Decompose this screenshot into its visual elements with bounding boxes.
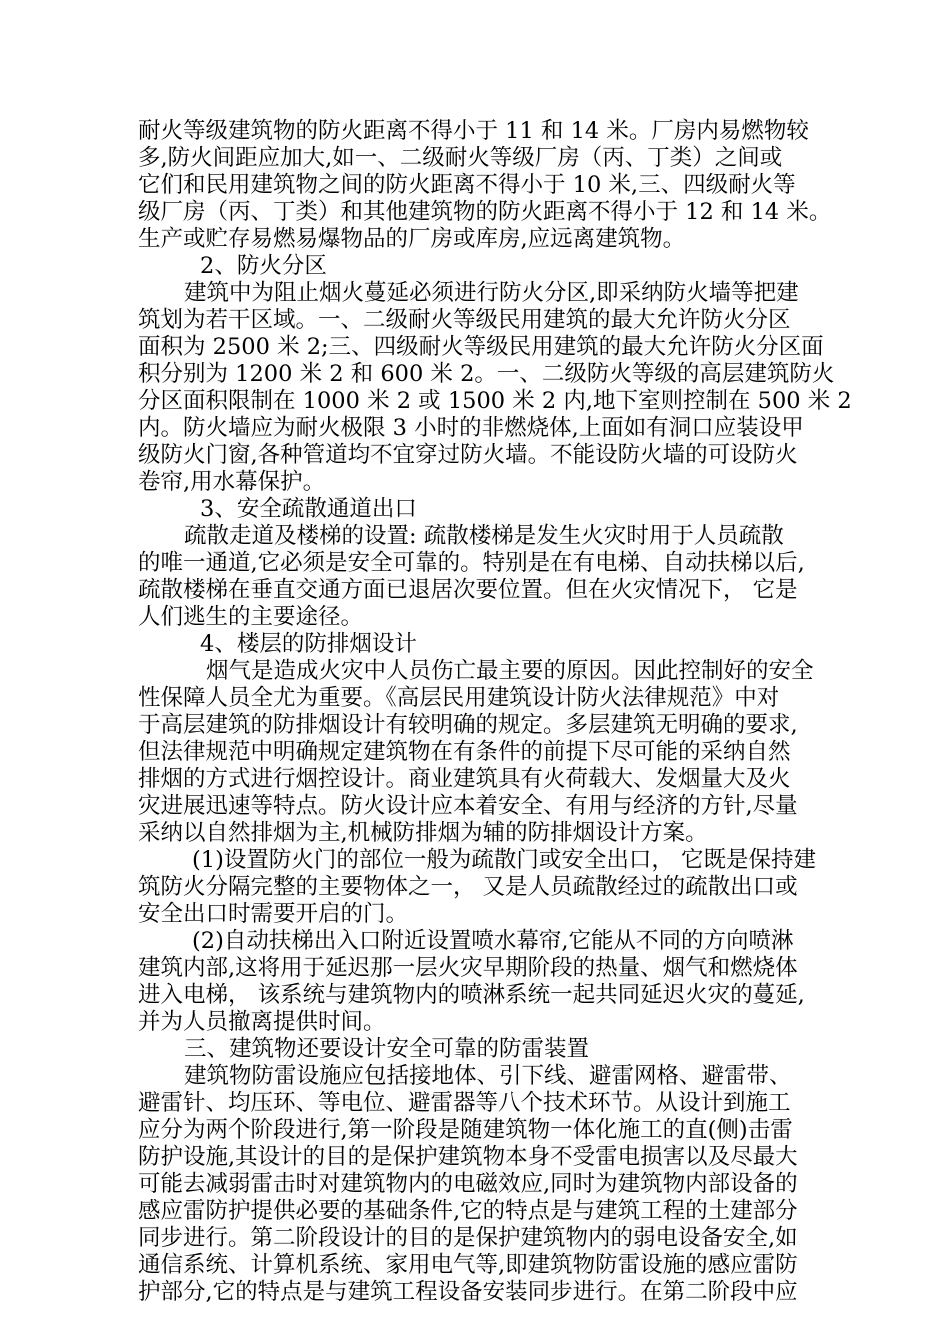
list-item: (2)自动扶梯出入口附近设置喷水幕帘,它能从不同的方向喷淋 — [192, 928, 794, 954]
text-line: 防护设施,其设计的目的是保护建筑物本身不受雷电损害以及尽最大 — [138, 1144, 798, 1170]
text-line: 护部分,它的特点是与建筑工程设备安装同步进行。在第二阶段中应 — [138, 1279, 798, 1305]
text-line: 性保障人员全尤为重要。《高层民用建筑设计防火法律规范》中对 — [138, 685, 780, 711]
text-line: 多,防火间距应加大,如一、二级耐火等级厂房（丙、丁类）之间或 — [138, 145, 783, 171]
text-line: 避雷针、均压环、等电位、避雷器等八个技术环节。从设计到施工 — [138, 1090, 791, 1116]
text-line: 筑划为若干区域。一、二级耐火等级民用建筑的最大允许防火分区 — [138, 307, 791, 333]
text-line: 它们和民用建筑物之间的防火距离不得小于 10 米,三、四级耐火等 — [138, 172, 796, 198]
document-body — [138, 118, 852, 1306]
section-heading: 3、安全疏散通道出口 — [200, 496, 417, 522]
text-line: 生产或贮存易燃易爆物品的厂房或库房,应远离建筑物。 — [138, 226, 686, 252]
text-line: 建筑中为阻止烟火蔓延必须进行防火分区,即采纳防火墙等把建 — [184, 280, 799, 306]
text-line: 进入电梯， 该系统与建筑物内的喷淋系统一起共同延迟火灾的蔓延, — [138, 982, 805, 1008]
text-line: 的唯一通道,它必须是安全可靠的。特别是在有电梯、自动扶梯以后, — [138, 550, 805, 576]
text-line: 筑防火分隔完整的主要物体之一， 又是人员疏散经过的疏散出口或 — [138, 874, 798, 900]
text-line: 可能去减弱雷击时对建筑物内的电磁效应,同时为建筑物内部设备的 — [138, 1171, 798, 1197]
text-line: 面积为 2500 米 2;三、四级耐火等级民用建筑的最大允许防火分区面 — [138, 334, 824, 360]
text-line: 通信系统、计算机系统、家用电气等,即建筑物防雷设施的感应雷防 — [138, 1252, 798, 1278]
text-line: 安全出口时需要开启的门。 — [138, 901, 409, 927]
text-line: 排烟的方式进行烟控设计。商业建筑具有火荷载大、发烟量大及火 — [138, 766, 791, 792]
section-heading: 4、楼层的防排烟设计 — [200, 631, 417, 657]
text-line: 级防火门窗,各种管道均不宜穿过防火墙。不能设防火墙的可设防火 — [138, 442, 798, 468]
text-line: 人们逃生的主要途径。 — [138, 604, 364, 630]
text-line: 疏散走道及楼梯的设置: 疏散楼梯是发生火灾时用于人员疏散 — [184, 523, 784, 549]
section-heading: 三、建筑物还要设计安全可靠的防雷装置 — [184, 1036, 590, 1062]
text-line: 烟气是造成火灾中人员伤亡最主要的原因。因此控制好的安全 — [206, 658, 814, 684]
text-line: 积分别为 1200 米 2 和 600 米 2。一、二级防火等级的高层建筑防火 — [138, 361, 835, 387]
text-line: 卷帘,用水幕保护。 — [138, 469, 326, 495]
text-line: 建筑物防雷设施应包括接地体、引下线、避雷网格、避雷带、 — [184, 1063, 792, 1089]
text-line: 灾进展迅速等特点。防火设计应本着安全、有用与经济的方针,尽量 — [138, 793, 798, 819]
list-item: (1)设置防火门的部位一般为疏散门或安全出口， 它既是保持建 — [192, 847, 817, 873]
text-line: 同步进行。第二阶段设计的目的是保护建筑物内的弱电设备安全,如 — [138, 1225, 798, 1251]
text-line: 级厂房（丙、丁类）和其他建筑物的防火距离不得小于 12 和 14 米。 — [138, 199, 832, 225]
text-line: 并为人员撤离提供时间。 — [138, 1009, 386, 1035]
text-line: 应分为两个阶段进行,第一阶段是随建筑物一体化施工的直(侧)击雷 — [138, 1117, 793, 1143]
text-line: 疏散楼梯在垂直交通方面已退居次要位置。但在火灾情况下， 它是 — [138, 577, 798, 603]
text-line: 于高层建筑的防排烟设计有较明确的规定。多层建筑无明确的要求, — [138, 712, 798, 738]
text-line: 内。防火墙应为耐火极限 3 小时的非燃烧体,上面如有洞口应装设甲 — [138, 415, 804, 441]
text-line: 建筑内部,这将用于延迟那一层火灾早期阶段的热量、烟气和燃烧体 — [138, 955, 798, 981]
section-heading: 2、防火分区 — [200, 253, 327, 279]
text-line: 采纳以自然排烟为主,机械防排烟为辅的防排烟设计方案。 — [138, 820, 708, 846]
text-line: 分区面积限制在 1000 米 2 或 1500 米 2 内,地下室则控制在 500 米 2 — [138, 388, 852, 414]
text-line: 感应雷防护提供必要的基础条件,它的特点是与建筑工程的土建部分 — [138, 1198, 798, 1224]
text-line: 但法律规范中明确规定建筑物在有条件的前提下尽可能的采纳自然 — [138, 739, 791, 765]
text-line: 耐火等级建筑物的防火距离不得小于 11 和 14 米。厂房内易燃物较 — [138, 118, 809, 144]
